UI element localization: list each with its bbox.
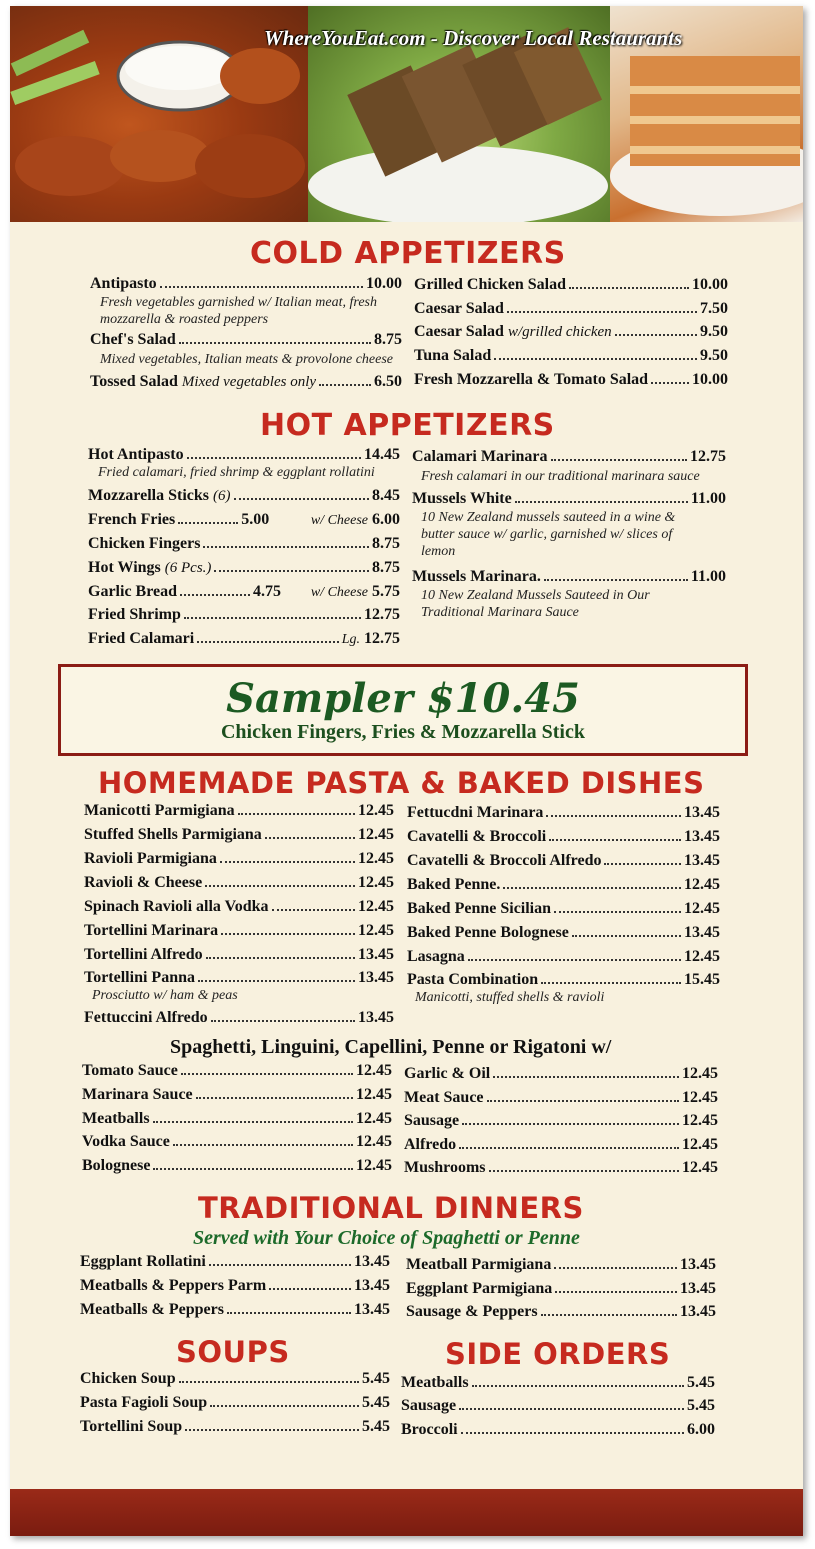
item-price: 5.00 [241,511,270,528]
item-name: Fried Shrimp [88,606,181,623]
item-name: Sausage [404,1112,460,1129]
item-price: 6.50 [374,373,402,390]
footer-bar [10,1489,803,1536]
item-price: 13.45 [354,1277,390,1294]
menu-item [404,1136,718,1154]
item-name: Meat Sauce [404,1089,484,1106]
item-name: Meatballs [401,1374,469,1391]
menu-item [401,1421,715,1439]
item-name: Ravioli Parmigiana [84,850,217,867]
item-price: 13.45 [354,1253,390,1270]
item-price: 12.45 [356,1157,392,1174]
item-description: 10 New Zealand Mussels Sauteed in Our Traditional Marinara Sauce [421,588,650,620]
item-price: 12.45 [356,1110,392,1127]
item-name: Fresh Mozzarella & Tomato Salad [414,371,649,388]
spaghetti-heading: Spaghetti, Linguini, Capellini, Penne or Rigatoni w/ [170,1036,612,1058]
menu-item [401,1374,715,1392]
item-name: Fettucdni Marinara [407,804,544,821]
item-price: 15.45 [684,971,720,988]
menu-item [88,487,400,505]
menu-item [80,1301,390,1319]
item-price: 5.45 [362,1394,390,1411]
item-price: 13.45 [680,1303,716,1320]
item-price: 12.75 [364,606,400,623]
item-price: 12.45 [358,922,394,939]
menu-item [404,1065,718,1083]
item-name: Ravioli & Cheese [84,874,203,891]
menu-item [407,948,720,966]
item-name: Baked Penne Bolognese [407,924,569,941]
menu-item [84,922,394,940]
pasta-title: HOMEMADE PASTA & BAKED DISHES [98,766,705,800]
traditional-served-note: Served with Your Choice of Spaghetti or Penne [193,1227,580,1249]
item-price: 8.45 [372,487,400,504]
item-price: 12.45 [684,948,720,965]
item-name: Calamari Marinara [412,448,548,465]
menu-item [406,1303,716,1321]
menu-item [406,1280,716,1298]
item-price: 12.45 [682,1159,718,1176]
menu-item [82,1086,392,1104]
item-name: Marinara Sauce [82,1086,193,1103]
item-name: Garlic Bread [88,583,178,600]
item-price: 12.45 [684,900,720,917]
item-name: Mussels White [412,490,512,507]
item-name: Baked Penne. [407,876,501,893]
food-photo-banner [10,6,803,222]
menu-item [80,1253,390,1271]
item-price: 12.45 [358,826,394,843]
item-price: 5.45 [362,1418,390,1435]
item-description: Fresh calamari in our traditional marinara sauce [421,469,700,484]
item-price: 10.00 [366,275,402,292]
menu-item [90,331,402,349]
sampler-box [58,664,748,756]
menu-item [406,1256,716,1274]
item-name: Manicotti Parmigiana [84,802,235,819]
item-price-2: 5.75 [372,583,400,600]
menu-item [90,275,402,293]
menu-page [10,6,803,1536]
item-name: Meatballs & Peppers [80,1301,224,1318]
menu-item [84,874,394,892]
menu-item [404,1159,718,1177]
item-price: 12.45 [358,850,394,867]
menu-item [407,971,720,989]
item-price: 12.45 [682,1112,718,1129]
item-price: 8.75 [374,331,402,348]
item-price: 12.45 [682,1065,718,1082]
item-name: Vodka Sauce [82,1133,170,1150]
item-price: 13.45 [684,924,720,941]
item-price: 10.00 [692,371,728,388]
item-name: Tortellini Marinara [84,922,219,939]
menu-item [80,1370,390,1388]
menu-item [414,371,728,389]
item-price: 9.50 [700,347,728,364]
item-name: Caesar Salad [414,323,504,340]
menu-item [84,946,394,964]
item-name: Meatballs & Peppers Parm [80,1277,267,1294]
menu-item [84,826,394,844]
item-price: 5.45 [687,1397,715,1414]
item-price: 11.00 [690,568,726,585]
item-name: Alfredo [404,1136,457,1153]
item-price: 13.45 [358,969,394,986]
menu-item [414,347,728,365]
item-price: 5.45 [687,1374,715,1391]
item-extra: Lg. [341,632,360,647]
item-price: 13.45 [684,804,720,821]
item-price: 13.45 [358,946,394,963]
item-name: Broccoli [401,1421,458,1438]
item-price: 11.00 [690,490,726,507]
item-name: Bolognese [82,1157,151,1174]
item-extra: w/ Cheese [310,513,368,528]
item-price: 10.00 [692,276,728,293]
hot-appetizers-title: HOT APPETIZERS [260,408,555,443]
item-price-2: 6.00 [372,511,400,528]
menu-item [407,828,720,846]
menu-item [82,1062,392,1080]
item-price: 12.45 [356,1062,392,1079]
item-description: Fried calamari, fried shrimp & eggplant rollatini [98,465,375,480]
menu-item [82,1133,392,1151]
item-price: 8.75 [372,535,400,552]
menu-item [407,804,720,822]
item-name: Baked Penne Sicilian [407,900,552,917]
item-price: 9.50 [700,323,728,340]
item-price: 12.75 [690,448,726,465]
item-name: Tossed Salad [90,373,178,390]
item-name: Eggplant Rollatini [80,1253,206,1270]
item-name: Pasta Combination [407,971,539,988]
item-name: Garlic & Oil [404,1065,491,1082]
item-name: Meatball Parmigiana [406,1256,552,1273]
menu-item [414,300,728,318]
menu-item [80,1418,390,1436]
sampler-title: Sampler $10.45 [226,675,580,722]
sampler-subtitle: Chicken Fingers, Fries & Mozzarella Stick [220,721,585,743]
menu-item [401,1397,715,1415]
item-name: Grilled Chicken Salad [414,276,567,293]
item-price: 12.45 [684,876,720,893]
item-note: Mixed vegetables only [181,374,317,390]
menu-item [82,1157,392,1175]
menu-item [407,900,720,918]
item-name: Mussels Marinara. [412,568,541,585]
item-name: Mushrooms [404,1159,486,1176]
soups-title: SOUPS [176,1335,290,1369]
menu-item [407,924,720,942]
item-price: 5.45 [362,1370,390,1387]
menu-item [84,969,394,987]
item-name: Antipasto [90,275,157,292]
item-name: Hot Antipasto [88,446,184,463]
item-name: Meatballs [82,1110,150,1127]
item-note: (6 Pcs.) [164,560,212,576]
item-name: Chef's Salad [90,331,176,348]
menu-item [412,568,726,586]
item-name: Sausage & Peppers [406,1303,538,1320]
menu-item [88,511,400,529]
item-price: 12.45 [358,874,394,891]
item-price: 12.75 [364,630,400,647]
menu-item [414,276,728,294]
item-price: 12.45 [682,1136,718,1153]
item-name: French Fries [88,511,176,528]
item-price: 6.00 [687,1421,715,1438]
item-name: Pasta Fagioli Soup [80,1394,208,1411]
item-price: 13.45 [358,1009,394,1026]
item-name: Chicken Soup [80,1370,176,1387]
item-description: Mixed vegetables, Italian meats & provolone cheese [100,352,393,367]
item-name: Spinach Ravioli alla Vodka [84,898,269,915]
item-price: 13.45 [684,852,720,869]
traditional-dinners-title: TRADITIONAL DINNERS [198,1191,584,1225]
item-price: 12.45 [682,1089,718,1106]
menu-item [88,583,400,601]
item-description: Manicotti, stuffed shells & ravioli [415,990,605,1005]
item-price: 13.45 [354,1301,390,1318]
item-name: Chicken Fingers [88,535,201,552]
item-name: Cavatelli & Broccoli Alfredo [407,852,602,869]
menu-item [84,898,394,916]
menu-item [88,535,400,553]
menu-item [82,1110,392,1128]
menu-item [80,1394,390,1412]
item-note: w/grilled chicken [507,324,612,340]
menu-item [407,876,720,894]
item-name: Sausage [401,1397,457,1414]
item-name: Eggplant Parmigiana [406,1280,553,1297]
item-name: Tomato Sauce [82,1062,178,1079]
item-price: 12.45 [356,1086,392,1103]
menu-item [90,373,402,391]
item-price: 13.45 [684,828,720,845]
item-price: 4.75 [253,583,282,600]
item-extra: w/ Cheese [310,585,368,600]
item-name: Lasagna [407,948,465,965]
item-price: 12.45 [358,898,394,915]
item-price: 14.45 [364,446,400,463]
menu-item [412,490,726,508]
item-description: Fresh vegetables garnished w/ Italian meat, fresh mozzarella & roasted peppers [100,295,377,327]
item-name: Tortellini Panna [84,969,195,986]
item-price: 7.50 [700,300,728,317]
item-price: 13.45 [680,1256,716,1273]
menu-item [88,630,400,648]
menu-item [88,446,400,464]
menu-item [414,323,728,341]
item-name: Mozzarella Sticks [88,487,210,504]
menu-item [88,559,400,577]
item-name: Stuffed Shells Parmigiana [84,826,262,843]
item-price: 8.75 [372,559,400,576]
item-name: Hot Wings [88,559,161,576]
item-price: 13.45 [680,1280,716,1297]
side-orders-title: SIDE ORDERS [445,1337,671,1371]
item-name: Cavatelli & Broccoli [407,828,547,845]
item-description: 10 New Zealand mussels sauteed in a wine & butter sauce w/ garlic, garnished w/ slices of lemon [421,510,676,559]
menu-item [404,1112,718,1130]
menu-item [412,448,726,466]
menu-item [404,1089,718,1107]
menu-item [88,606,400,624]
item-name: Caesar Salad [414,300,504,317]
menu-item [84,850,394,868]
menu-item [84,1009,394,1027]
menu-item [80,1277,390,1295]
item-description: Prosciutto w/ ham & peas [92,988,238,1003]
item-name: Tortellini Soup [80,1418,183,1435]
item-name: Fried Calamari [88,630,195,647]
item-note: (6) [213,488,231,504]
item-name: Tuna Salad [414,347,492,364]
menu-item [407,852,720,870]
cold-appetizers-title: COLD APPETIZERS [250,236,566,271]
item-price: 12.45 [358,802,394,819]
menu-item [84,802,394,820]
watermark-text: WhereYouEat.com - Discover Local Restaurants [264,26,683,50]
item-name: Tortellini Alfredo [84,946,203,963]
item-name: Fettuccini Alfredo [84,1009,208,1026]
item-price: 12.45 [356,1133,392,1150]
